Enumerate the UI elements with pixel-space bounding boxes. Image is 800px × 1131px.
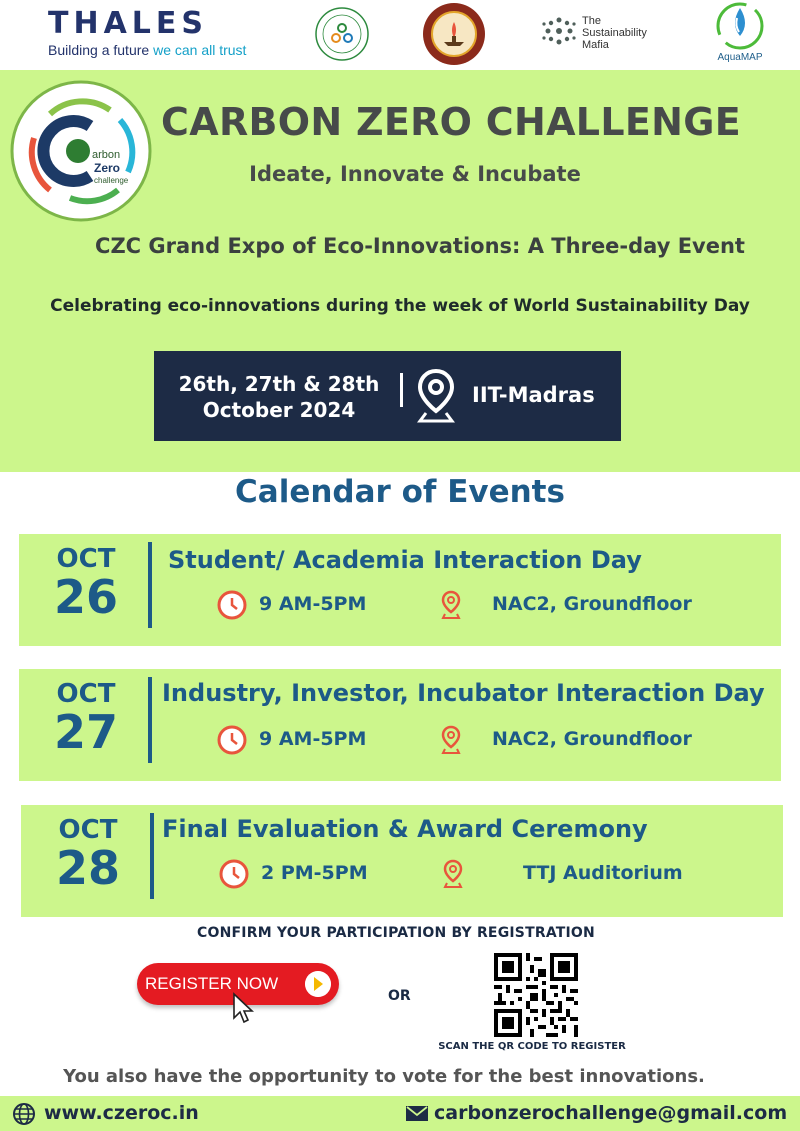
confirm-heading: CONFIRM YOUR PARTICIPATION BY REGISTRATION (197, 925, 595, 941)
or-label: OR (388, 988, 411, 1004)
thales-logo (48, 6, 246, 58)
event-month: OCT (56, 679, 116, 709)
event-dates: 26th, 27th & 28th October 2024 (178, 372, 380, 422)
register-button-label: REGISTER NOW (145, 974, 279, 993)
aquamap-logo: AquaMAP (708, 0, 772, 66)
event-place: TTJ Auditorium (523, 862, 683, 884)
qr-caption: SCAN THE QR CODE TO REGISTER (438, 1041, 626, 1052)
event-day: 28 (55, 841, 120, 895)
celebrate-line: Celebrating eco-innovations during the week of World Sustainability Day (50, 296, 750, 316)
event-venue: IIT-Madras (472, 383, 595, 407)
registration-qr-code[interactable] (494, 953, 578, 1037)
iit-madras-logo (422, 2, 486, 66)
mafia-emblem-icon (540, 12, 578, 50)
location-pin-icon (416, 367, 456, 425)
event-name: Industry, Investor, Incubator Interaction Day (162, 679, 765, 707)
event-card-oct-26 (19, 534, 781, 646)
page-title: CARBON ZERO CHALLENGE (161, 100, 741, 144)
page-subtitle: Ideate, Innovate & Incubate (249, 162, 581, 186)
clock-icon (219, 859, 249, 889)
event-name: Student/ Academia Interaction Day (168, 546, 642, 574)
expo-heading: CZC Grand Expo of Eco-Innovations: A Three-day Event (95, 234, 745, 258)
svg-text:challenge: challenge (94, 176, 129, 185)
chevron-right-icon (305, 971, 331, 997)
event-month: OCT (58, 815, 118, 845)
clock-icon (217, 590, 247, 620)
sustainability-mafia-logo: The Sustainability Mafia (540, 12, 670, 60)
event-time: 9 AM-5PM (259, 593, 367, 615)
footer-bar (0, 1096, 800, 1131)
date-separator (400, 373, 403, 407)
carbon-zero-challenge-logo (10, 80, 152, 222)
mail-icon (406, 1106, 428, 1121)
vote-note: You also have the opportunity to vote for the best innovations. (63, 1066, 705, 1087)
thales-tagline: Building a future we can all trust (48, 42, 247, 58)
school-of-sustainability-logo (314, 6, 370, 62)
clock-icon (217, 725, 247, 755)
location-icon (442, 859, 464, 889)
thales-name: THALES (48, 6, 209, 41)
date-venue-box (154, 351, 621, 441)
event-card-oct-28 (21, 805, 783, 917)
event-place: NAC2, Groundfloor (492, 593, 692, 615)
event-divider (148, 677, 152, 763)
location-icon (440, 590, 462, 620)
water-drop-icon (708, 0, 772, 52)
location-icon (440, 725, 462, 755)
event-name: Final Evaluation & Award Ceremony (162, 815, 648, 843)
svg-text:arbon: arbon (92, 149, 121, 161)
event-month: OCT (56, 544, 116, 574)
website-link[interactable]: www.czeroc.in (44, 1102, 199, 1124)
event-card-oct-27 (19, 669, 781, 781)
event-divider (148, 542, 152, 628)
event-divider (150, 813, 154, 899)
event-day: 26 (53, 570, 118, 624)
email-link[interactable]: carbonzerochallenge@gmail.com (434, 1102, 788, 1124)
event-time: 2 PM-5PM (261, 862, 368, 884)
svg-text:Zero: Zero (94, 161, 121, 175)
calendar-title: Calendar of Events (235, 474, 565, 510)
event-place: NAC2, Groundfloor (492, 728, 692, 750)
event-day: 27 (53, 705, 118, 759)
cursor-pointer-icon (231, 992, 255, 1026)
event-time: 9 AM-5PM (259, 728, 367, 750)
globe-icon (12, 1102, 36, 1126)
